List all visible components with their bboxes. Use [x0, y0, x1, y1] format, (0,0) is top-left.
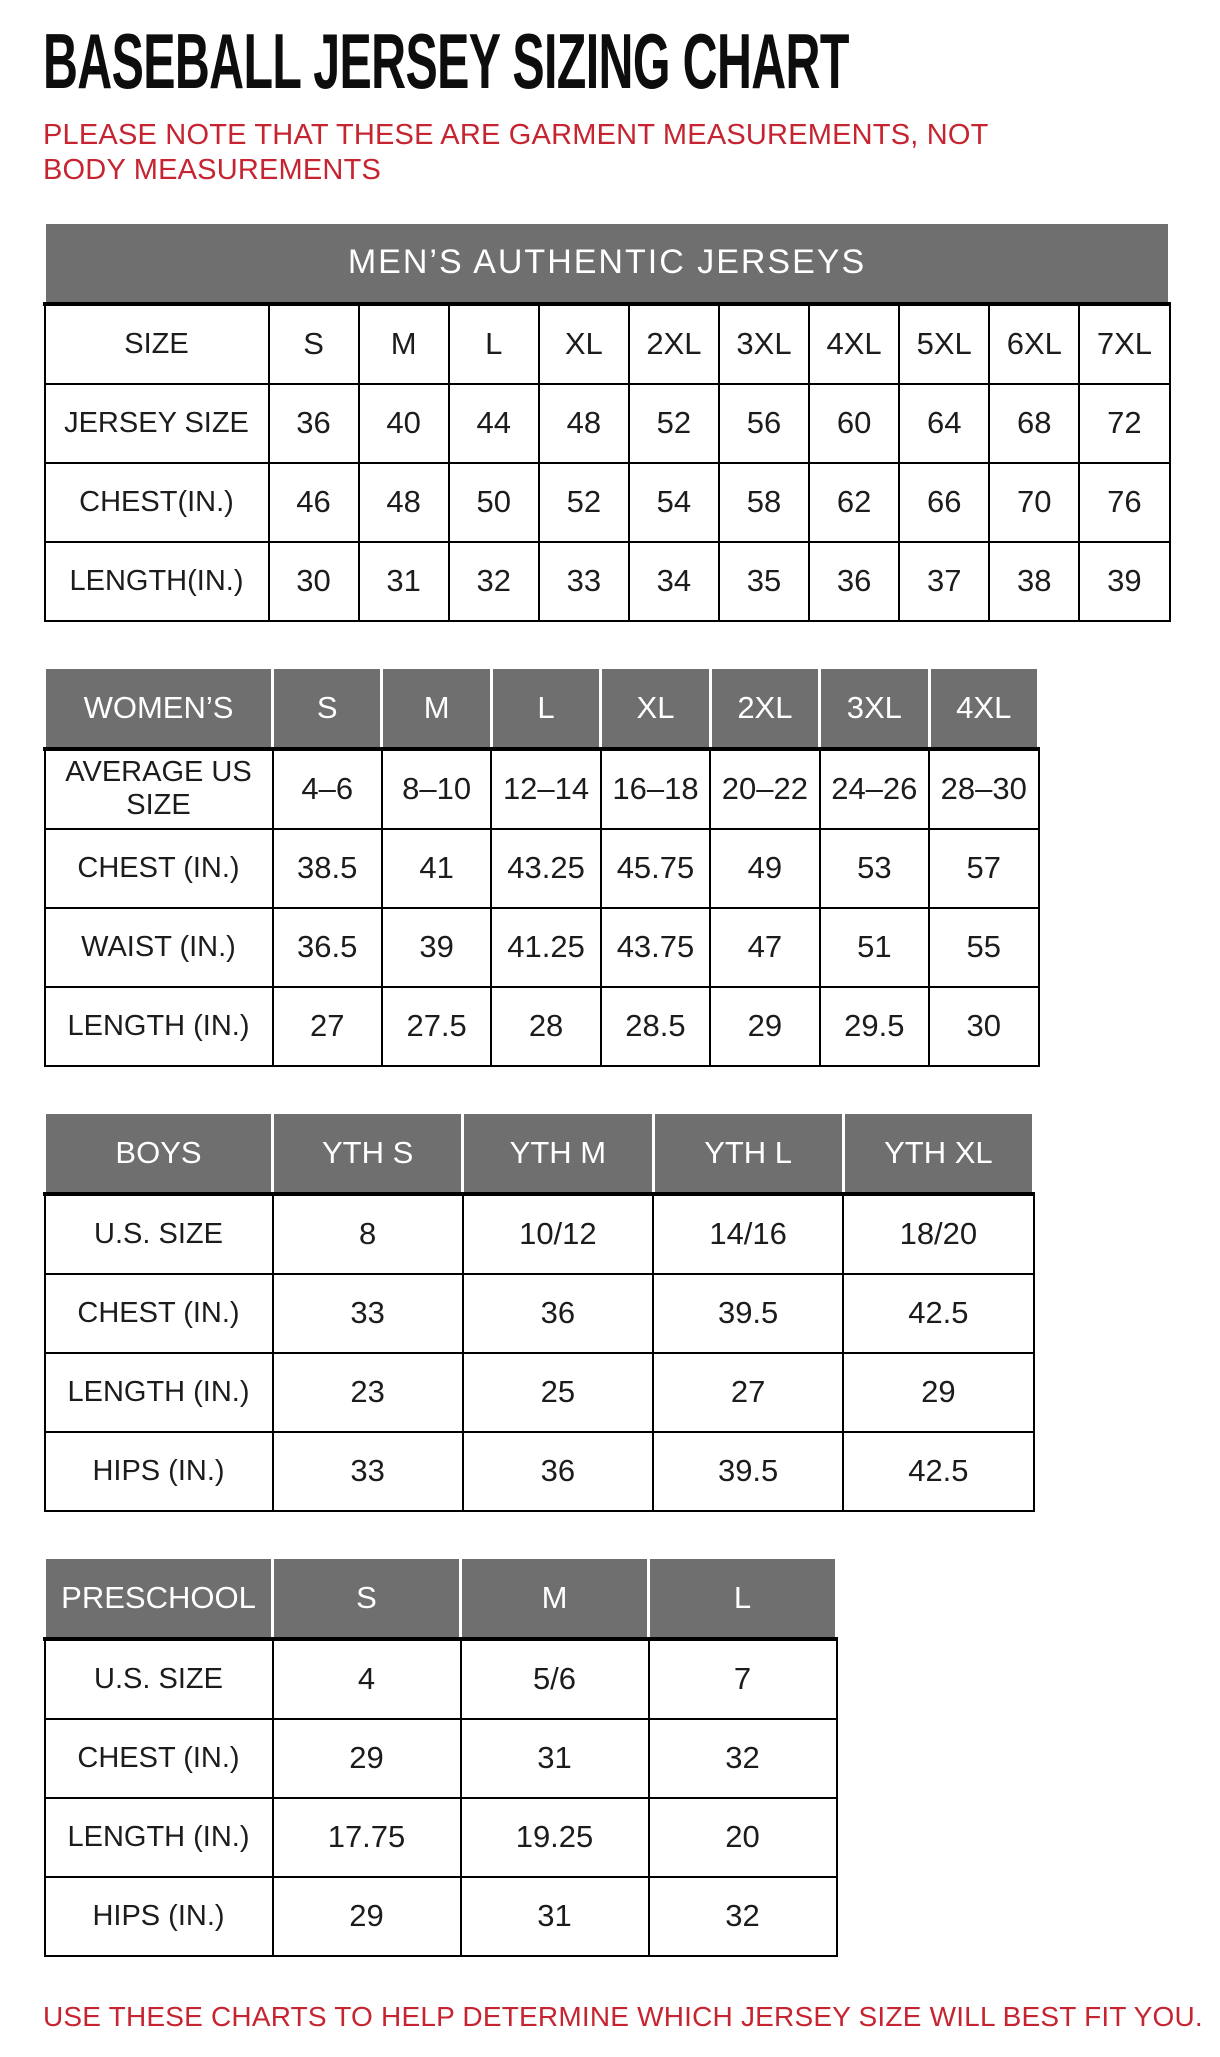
table-header-label: WOMEN’S — [45, 667, 273, 749]
size-column-header: L — [649, 1557, 837, 1639]
row-label: CHEST (IN.) — [45, 1274, 273, 1353]
size-value-cell: 30 — [269, 542, 359, 621]
size-column-header: YTH S — [273, 1112, 463, 1194]
size-value-cell: 7XL — [1079, 304, 1169, 384]
size-column-header: S — [273, 667, 382, 749]
row-label: SIZE — [45, 304, 269, 384]
size-value-cell: 34 — [629, 542, 719, 621]
size-value-cell: 28 — [491, 987, 600, 1066]
row-label: U.S. SIZE — [45, 1639, 273, 1719]
size-value-cell: 39 — [382, 908, 491, 987]
size-value-cell: 28–30 — [929, 749, 1038, 829]
size-value-cell: 54 — [629, 463, 719, 542]
table-row — [45, 987, 1039, 1066]
size-value-cell: 55 — [929, 908, 1038, 987]
size-value-cell: 38.5 — [273, 829, 382, 908]
table-row — [45, 1274, 1034, 1353]
table-header-row — [45, 1557, 837, 1639]
size-value-cell: 45.75 — [601, 829, 710, 908]
size-value-cell: S — [269, 304, 359, 384]
size-value-cell: 70 — [989, 463, 1079, 542]
size-value-cell: 33 — [273, 1274, 463, 1353]
size-value-cell: 28.5 — [601, 987, 710, 1066]
size-value-cell: 25 — [463, 1353, 653, 1432]
size-value-cell: 50 — [449, 463, 539, 542]
size-value-cell: 49 — [710, 829, 819, 908]
size-value-cell: 40 — [359, 384, 449, 463]
size-value-cell: 27 — [653, 1353, 843, 1432]
size-value-cell: 36 — [463, 1274, 653, 1353]
size-value-cell: 8 — [273, 1194, 463, 1274]
size-column-header: M — [382, 667, 491, 749]
size-value-cell: 14/16 — [653, 1194, 843, 1274]
size-value-cell: 27 — [273, 987, 382, 1066]
size-value-cell: 30 — [929, 987, 1038, 1066]
table-row — [45, 1353, 1034, 1432]
size-value-cell: 57 — [929, 829, 1038, 908]
size-value-cell: 37 — [899, 542, 989, 621]
row-label: HIPS (IN.) — [45, 1877, 273, 1956]
preschool-sizing-table — [43, 1556, 838, 1957]
size-value-cell: 27.5 — [382, 987, 491, 1066]
size-value-cell: 23 — [273, 1353, 463, 1432]
size-value-cell: 33 — [273, 1432, 463, 1511]
size-value-cell: 47 — [710, 908, 819, 987]
size-value-cell: 2XL — [629, 304, 719, 384]
table-header-row — [45, 667, 1039, 749]
size-value-cell: 8–10 — [382, 749, 491, 829]
size-value-cell: 46 — [269, 463, 359, 542]
size-column-header: XL — [601, 667, 710, 749]
table-row — [45, 749, 1039, 829]
table-row — [45, 1877, 837, 1956]
table-banner: MEN’S AUTHENTIC JERSEYS — [45, 222, 1170, 304]
size-value-cell: 29 — [273, 1719, 461, 1798]
size-value-cell: 43.75 — [601, 908, 710, 987]
size-value-cell: 62 — [809, 463, 899, 542]
size-value-cell: 17.75 — [273, 1798, 461, 1877]
size-value-cell: M — [359, 304, 449, 384]
row-label: AVERAGE US SIZE — [45, 749, 273, 829]
size-value-cell: 7 — [649, 1639, 837, 1719]
table-header-label: PRESCHOOL — [45, 1557, 273, 1639]
size-value-cell: 66 — [899, 463, 989, 542]
row-label: U.S. SIZE — [45, 1194, 273, 1274]
size-value-cell: 29.5 — [820, 987, 929, 1066]
size-value-cell: 41 — [382, 829, 491, 908]
table-row — [45, 384, 1170, 463]
row-label: JERSEY SIZE — [45, 384, 269, 463]
size-value-cell: 39.5 — [653, 1432, 843, 1511]
size-value-cell: 29 — [843, 1353, 1033, 1432]
size-value-cell: 32 — [649, 1877, 837, 1956]
size-value-cell: 38 — [989, 542, 1079, 621]
size-column-header: YTH L — [653, 1112, 843, 1194]
size-value-cell: 36 — [269, 384, 359, 463]
table-header-label: BOYS — [45, 1112, 273, 1194]
table-header-row — [45, 1112, 1034, 1194]
table-row — [45, 542, 1170, 621]
table-banner-row — [45, 222, 1170, 304]
boys-sizing-table — [43, 1111, 1035, 1512]
size-value-cell: 43.25 — [491, 829, 600, 908]
size-value-cell: 5XL — [899, 304, 989, 384]
size-value-cell: 51 — [820, 908, 929, 987]
row-label: LENGTH (IN.) — [45, 987, 273, 1066]
size-value-cell: 44 — [449, 384, 539, 463]
size-value-cell: 10/12 — [463, 1194, 653, 1274]
page-title — [43, 17, 1180, 105]
size-value-cell: 18/20 — [843, 1194, 1033, 1274]
size-value-cell: 32 — [649, 1719, 837, 1798]
size-value-cell: 53 — [820, 829, 929, 908]
size-value-cell: 48 — [359, 463, 449, 542]
size-value-cell: XL — [539, 304, 629, 384]
size-value-cell: 36 — [463, 1432, 653, 1511]
table-row — [45, 908, 1039, 987]
size-value-cell: 4XL — [809, 304, 899, 384]
table-row — [45, 463, 1170, 542]
size-value-cell: 64 — [899, 384, 989, 463]
size-value-cell: 31 — [461, 1877, 649, 1956]
size-value-cell: 12–14 — [491, 749, 600, 829]
size-column-header: 3XL — [820, 667, 929, 749]
size-value-cell: 6XL — [989, 304, 1079, 384]
row-label: CHEST (IN.) — [45, 829, 273, 908]
size-value-cell: 33 — [539, 542, 629, 621]
size-value-cell: 24–26 — [820, 749, 929, 829]
size-value-cell: 39 — [1079, 542, 1169, 621]
size-value-cell: 48 — [539, 384, 629, 463]
size-column-header: S — [273, 1557, 461, 1639]
garment-measurements-note: PLEASE NOTE THAT THESE ARE GARMENT MEASUREMENTS, NOT BODY MEASUREMENTS — [43, 119, 989, 187]
table-row — [45, 1719, 837, 1798]
size-column-header: YTH M — [463, 1112, 653, 1194]
size-column-header: L — [491, 667, 600, 749]
size-value-cell: 31 — [359, 542, 449, 621]
size-value-cell: 36 — [809, 542, 899, 621]
table-row — [45, 1798, 837, 1877]
size-value-cell: 52 — [629, 384, 719, 463]
size-value-cell: 4 — [273, 1639, 461, 1719]
size-value-cell: 56 — [719, 384, 809, 463]
table-row — [45, 1194, 1034, 1274]
size-value-cell: 35 — [719, 542, 809, 621]
page-title-text: BASEBALL JERSEY SIZING CHART — [43, 17, 849, 105]
row-label: LENGTH(IN.) — [45, 542, 269, 621]
mens-sizing-table — [43, 221, 1171, 622]
size-value-cell: 3XL — [719, 304, 809, 384]
row-label: HIPS (IN.) — [45, 1432, 273, 1511]
size-value-cell: 16–18 — [601, 749, 710, 829]
size-value-cell: 72 — [1079, 384, 1169, 463]
size-value-cell: 58 — [719, 463, 809, 542]
table-row — [45, 1639, 837, 1719]
size-value-cell: 19.25 — [461, 1798, 649, 1877]
size-value-cell: 42.5 — [843, 1432, 1033, 1511]
size-value-cell: 68 — [989, 384, 1079, 463]
table-row — [45, 304, 1170, 384]
womens-sizing-table — [43, 666, 1040, 1067]
fit-advice-note: USE THESE CHARTS TO HELP DETERMINE WHICH JERSEY SIZE WILL BEST FIT YOU. — [43, 2000, 1203, 2032]
table-row — [45, 1432, 1034, 1511]
size-column-header: YTH XL — [843, 1112, 1033, 1194]
size-value-cell: 29 — [710, 987, 819, 1066]
size-value-cell: L — [449, 304, 539, 384]
size-value-cell: 36.5 — [273, 908, 382, 987]
size-value-cell: 31 — [461, 1719, 649, 1798]
size-value-cell: 52 — [539, 463, 629, 542]
size-column-header: M — [461, 1557, 649, 1639]
size-column-header: 4XL — [929, 667, 1038, 749]
size-value-cell: 41.25 — [491, 908, 600, 987]
size-value-cell: 20 — [649, 1798, 837, 1877]
row-label: CHEST (IN.) — [45, 1719, 273, 1798]
row-label: CHEST(IN.) — [45, 463, 269, 542]
size-value-cell: 4–6 — [273, 749, 382, 829]
table-row — [45, 829, 1039, 908]
size-value-cell: 20–22 — [710, 749, 819, 829]
size-value-cell: 32 — [449, 542, 539, 621]
row-label: LENGTH (IN.) — [45, 1353, 273, 1432]
size-value-cell: 5/6 — [461, 1639, 649, 1719]
size-value-cell: 29 — [273, 1877, 461, 1956]
size-value-cell: 76 — [1079, 463, 1169, 542]
size-value-cell: 60 — [809, 384, 899, 463]
row-label: WAIST (IN.) — [45, 908, 273, 987]
size-column-header: 2XL — [710, 667, 819, 749]
size-value-cell: 42.5 — [843, 1274, 1033, 1353]
size-value-cell: 39.5 — [653, 1274, 843, 1353]
row-label: LENGTH (IN.) — [45, 1798, 273, 1877]
